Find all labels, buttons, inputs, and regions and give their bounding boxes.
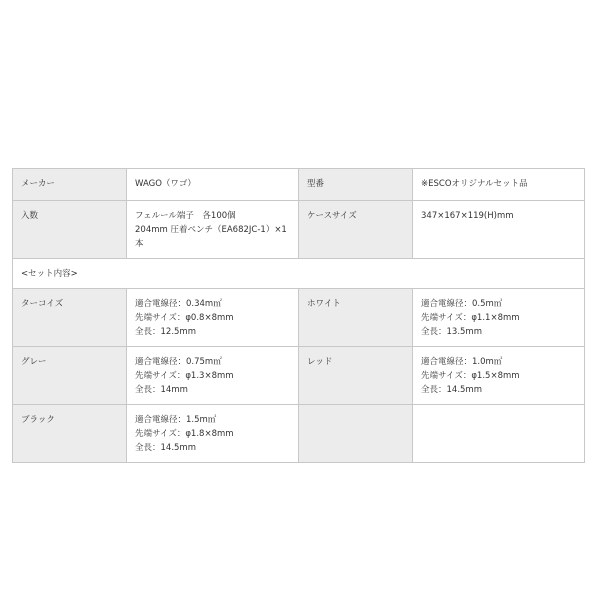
- item-spec-line: 適合電線径：1.5m㎡: [135, 415, 217, 425]
- item-name: ブラック: [13, 405, 127, 463]
- item-spec-line: 全長：14.5mm: [135, 443, 196, 453]
- maker-value: WAGO（ワゴ）: [127, 169, 299, 201]
- section-title: <セット内容>: [13, 259, 585, 289]
- item-spec: [127, 405, 299, 463]
- table-row: [13, 259, 585, 289]
- spec-table: [12, 168, 585, 463]
- item-spec-line: 適合電線径：1.0m㎡: [421, 357, 503, 367]
- item-spec: [413, 289, 585, 347]
- table-row: [13, 347, 585, 405]
- contents-line: フェルール端子 各100個: [135, 211, 236, 221]
- contents-value: [127, 201, 299, 259]
- item-name: グレー: [13, 347, 127, 405]
- item-name: レッド: [299, 347, 413, 405]
- item-spec-line: 全長：13.5mm: [421, 327, 482, 337]
- case-size-label: ケースサイズ: [299, 201, 413, 259]
- item-spec-line: 先端サイズ：φ1.5×8mm: [421, 371, 520, 381]
- item-spec-line: 先端サイズ：φ1.1×8mm: [421, 313, 520, 323]
- case-size-value: 347×167×119(H)mm: [413, 201, 585, 259]
- item-spec: [127, 347, 299, 405]
- item-spec-line: 適合電線径：0.34m㎡: [135, 299, 222, 309]
- item-spec-line: 全長：14.5mm: [421, 385, 482, 395]
- empty-cell: [413, 405, 585, 463]
- item-spec-line: 適合電線径：0.75m㎡: [135, 357, 222, 367]
- table-row: [13, 201, 585, 259]
- table-row: [13, 169, 585, 201]
- item-spec-line: 全長：12.5mm: [135, 327, 196, 337]
- item-spec: [413, 347, 585, 405]
- item-spec-line: 適合電線径：0.5m㎡: [421, 299, 503, 309]
- table-row: [13, 289, 585, 347]
- item-spec: [127, 289, 299, 347]
- table-row: [13, 405, 585, 463]
- item-spec-line: 先端サイズ：φ1.8×8mm: [135, 429, 234, 439]
- contents-label: 入数: [13, 201, 127, 259]
- contents-line: 本: [135, 239, 144, 249]
- contents-line: 204mm 圧着ペンチ（EA682JC-1）×1: [135, 225, 287, 235]
- item-name: ターコイズ: [13, 289, 127, 347]
- item-spec-line: 先端サイズ：φ1.3×8mm: [135, 371, 234, 381]
- maker-label: メーカー: [13, 169, 127, 201]
- model-value: ※ESCOオリジナルセット品: [413, 169, 585, 201]
- model-label: 型番: [299, 169, 413, 201]
- empty-cell: [299, 405, 413, 463]
- item-spec-line: 全長：14mm: [135, 385, 188, 395]
- item-spec-line: 先端サイズ：φ0.8×8mm: [135, 313, 234, 323]
- item-name: ホワイト: [299, 289, 413, 347]
